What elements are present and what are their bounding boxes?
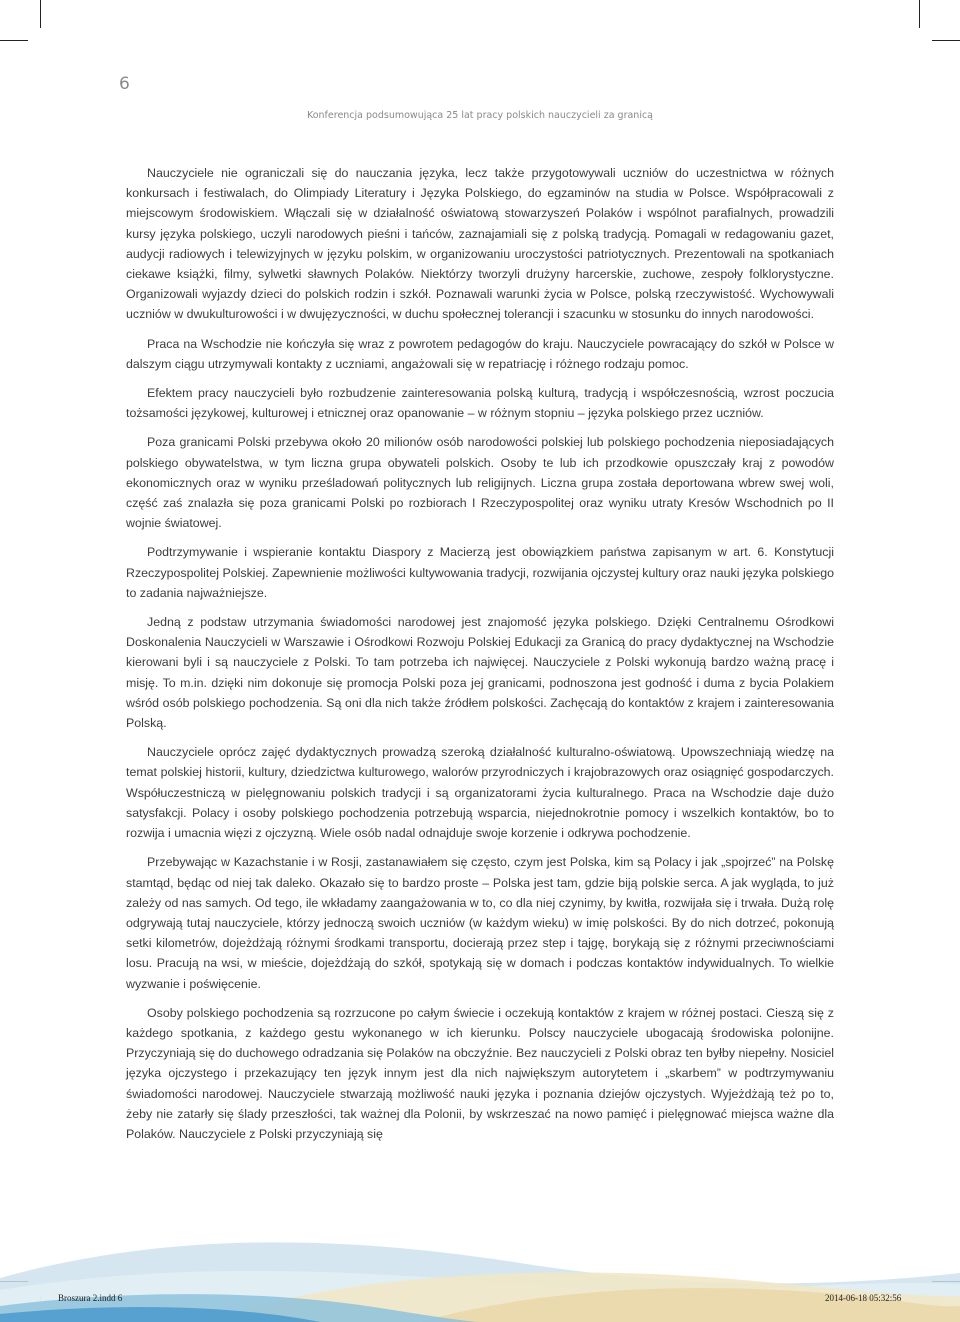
paragraph: Przebywając w Kazachstanie i w Rosji, zastanawiałem się często, czym jest Polska, kim są Polacy i jak „spojrzeć” na Polskę stamtąd, będąc od niej tak daleko. Okazało się to bardzo proste – Polska jest tam, gdzie biją polskie serca. A jak wygląda, to już zależy od nas samych. Od tego, ile wkładamy zaangażowania w to, co dla niej czynimy, by kwitła, rozwijała się i trwała. Dużą rolę odgrywają tutaj nauczyciele, którzy jednoczą swoich uczniów (w każdym wieku) w imię polskości. By do nich dotrzeć, pokonują setki kilometrów, dojeżdżają różnymi środkami transportu, docierają przez step i tajgę, borykają się z różnymi przeciwnościami losu. Pracują na wsi, w mieście, dojeżdżają do szkół, spotykają się w domach i podczas kontaktów indywidualnych. To wielkie wyzwanie i poświęcenie.: [126, 855, 834, 991]
paragraph: Praca na Wschodzie nie kończyła się wraz z powrotem pedagogów do kraju. Nauczyciele powracający do szkół w Polsce w dalszym ciągu utrzymywali kontakty z uczniami, angażowali się w repatriację i różnego rodzaju pomoc.: [126, 336, 834, 371]
article-body: [126, 163, 834, 1153]
footer-file: Broszura 2.indd 6: [58, 1293, 123, 1303]
paragraph: Poza granicami Polski przebywa około 20 milionów osób narodowości polskiej lub polskiego pochodzenia nieposiadających polskiego obywatelstwa, w tym liczna grupa obywateli polskich. Osoby te lub ich przodkowie opuszczały kraj z powodów ekonomicznych oraz w wyniku prześladowań politycznych lub religijnych. Liczna grupa została deportowana wbrew swej woli, część zaś znalazła się poza granicami Polski po rozbiorach I Rzeczypospolitej oraz wyniku utraty Kresów Wschodnich po II wojnie światowej.: [126, 435, 834, 531]
crop-mark: [0, 40, 28, 41]
page-number: 6: [119, 74, 130, 94]
paragraph: Osoby polskiego pochodzenia są rozrzucone po całym świecie i oczekują kontaktów z krajem w różnej postaci. Cieszą się z każdego spotkania, z każdego gestu wykonanego w ich kierunku. Polscy nauczyciele ubogacają środowiska polonijne. Przyczyniają się do duchowego odradzania się Polaków na obczyźnie. Bez nauczycieli z Polski obraz ten byłby niepełny. Nosiciel języka ojczystego i przekazujący ten język innym jest dla nich największym autorytetem i „skarbem” w podtrzymywaniu świadomości narodowej. Nauczyciele stwarzają możliwość nauki języka i poznania dziejów ojczystych. Wyjeżdżają też po to, żeby nie zatarły się ślady przeszłości, tak ważnej dla Polonii, by wskrzeszać na nowo pamięć i pielęgnować miejsca ważne dla Polaków. Nauczyciele z Polski przyczyniają się: [126, 1005, 834, 1141]
crop-mark: [932, 40, 960, 41]
paragraph: Jedną z podstaw utrzymania świadomości narodowej jest znajomość języka polskiego. Dzięki Centralnemu Ośrodkowi Doskonalenia Nauczycieli w Warszawie i Ośrodkowi Rozwoju Polskiej Edukacji za Granicą do pracy dydaktycznej na Wschodzie kierowani byli i są nauczyciele z Polski. To tam potrzeba ich najwięcej. Nauczyciele z Polski wykonują bardzo ważną pracę i misję. To m.in. dzięki nim dokonuje się promocja Polski poza jej granicami, podnoszona jest godność i duma z bycia Polakiem wśród osób polskiego pochodzenia. Są oni dla nich także źródłem polskości. Zachęcają do kontaktów z krajem i zainteresowania Polską.: [126, 615, 834, 731]
decorative-waves: [0, 1218, 960, 1322]
crop-mark: [40, 0, 41, 28]
footer-timestamp: 2014-06-18 05:32:56: [825, 1293, 902, 1303]
paragraph: Nauczyciele nie ograniczali się do nauczania języka, lecz także przygotowywali uczniów do uczestnictwa w różnych konkursach i festiwalach, do Olimpiady Literatury i Języka Polskiego, do egzaminów na studia w Polsce. Współpracowali z miejscowym środowiskiem. Włączali się w działalność oświatową stowarzyszeń Polaków i wspólnot parafialnych, prowadzili kursy języka polskiego, uczyli narodowych pieśni i tańców, zaznajamiali się z polską tradycją. Pomagali w redagowaniu gazet, audycji radiowych i telewizyjnych w języku polskim, w organizowaniu uroczystości patriotycznych. Prezentowali na spotkaniach ciekawe książki, filmy, sylwetki sławnych Polaków. Niektórzy tworzyli drużyny harcerskie, zuchowe, zespoły folklorystyczne. Organizowali wyjazdy dzieci do polskich rodzin i szkół. Poznawali warunki życia w Polsce, polską rzeczywistość. Wychowywali uczniów w dwukulturowości i w dwujęzyczności, w duchu społecznej tolerancji i szacunku w stosunku do innych narodowości.: [126, 166, 834, 322]
paragraph: Nauczyciele oprócz zajęć dydaktycznych prowadzą szeroką działalność kulturalno-oświatową. Upowszechniają wiedzę na temat polskiej historii, kultury, dziedzictwa kulturowego, walorów przyrodniczych i krajobrazowych oraz osiągnięć gospodarczych. Współuczestniczą w pielęgnowaniu polskich tradycji i są organizatorami życia kulturalnego. Praca na Wschodzie daje dużo satysfakcji. Polacy i osoby polskiego pochodzenia potrzebują wsparcia, niejednokrotnie pomocy i wszelkich kontaktów, bo to rozwija i umacnia więzi z ojczyzną. Wiele osób nadal odnajduje swoje korzenie i odkrywa pochodzenie.: [126, 745, 834, 841]
running-header: Konferencja podsumowująca 25 lat pracy polskich nauczycieli za granicą: [306, 110, 654, 121]
paragraph: Efektem pracy nauczycieli było rozbudzenie zainteresowania polską kulturą, tradycją i współczesnością, wzrost poczucia tożsamości językowej, kulturowej i etnicznej oraz opanowanie – w różnym stopniu – języka polskiego przez uczniów.: [126, 386, 834, 421]
crop-mark: [919, 0, 920, 28]
paragraph: Podtrzymywanie i wspieranie kontaktu Diaspory z Macierzą jest obowiązkiem państwa zapisanym w art. 6. Konstytucji Rzeczypospolitej Polskiej. Zapewnienie możliwości kultywowania tradycji, rozwijania ojczystej kultury oraz nauki języka polskiego to zadania najważniejsze.: [126, 545, 834, 600]
